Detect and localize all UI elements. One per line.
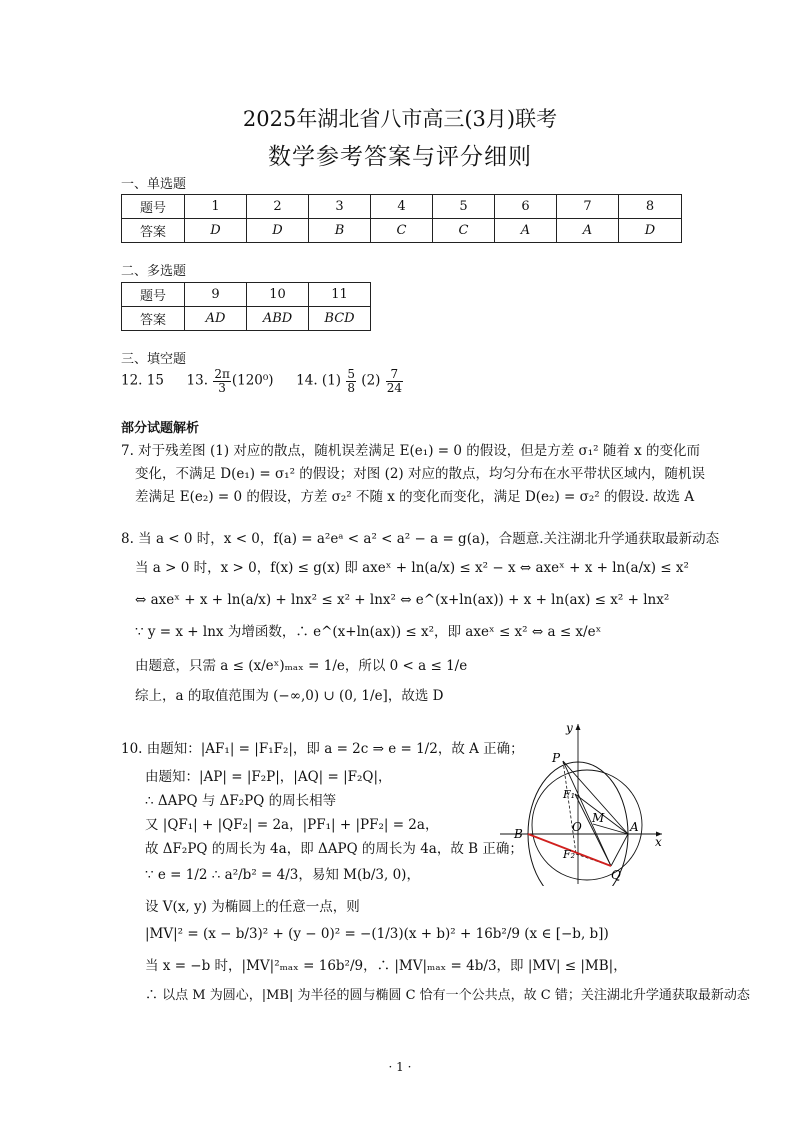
answer-cell: D bbox=[247, 219, 309, 243]
y-axis-arrow bbox=[576, 724, 581, 730]
q8-line-6: 综上，a 的取值范围为 (−∞,0) ∪ (0, 1/e]，故选 D bbox=[135, 688, 444, 704]
q10-line-10: ∴ 以点 M 为圆心，|MB| 为半径的圆与椭圆 C 恰有一个公共点，故 C 错；关注湖北升学通获取最新动态 bbox=[145, 988, 750, 1003]
q7-line-3: 差满足 E(e₂) = 0 的假设，方差 σ₂² 不随 x 的变化而变化，满足 D(e₂) = σ₂² 的假设. 故选 A bbox=[135, 489, 695, 505]
page-subtitle: 数学参考答案与评分细则 bbox=[268, 144, 532, 170]
question-number: 1 bbox=[185, 195, 247, 219]
question-number: 9 bbox=[185, 283, 247, 307]
q7-line-2: 变化，不满足 D(e₁) = σ₁² 的假设；对图 (2) 对应的散点，均匀分布在水平带状区域内，随机误 bbox=[135, 466, 705, 482]
circle-m bbox=[532, 770, 642, 880]
q10-line-5: 故 ΔF₂PQ 的周长为 4a，即 ΔAPQ 的周长为 4a，故 B 正确； bbox=[145, 841, 523, 857]
answer-14-label: 14. (1) bbox=[296, 372, 342, 389]
table-row bbox=[122, 307, 371, 331]
table-row bbox=[122, 283, 371, 307]
q10-line-9: 当 x = −b 时，|MV|²ₘₐₓ = 16b²/9，∴ |MV|ₘₐₓ = 4b/3，即 |MV| ≤ |MB|， bbox=[145, 958, 627, 974]
multi-choice-table bbox=[121, 282, 371, 331]
question-number: 6 bbox=[495, 195, 557, 219]
table-row bbox=[122, 195, 682, 219]
numerator: 2π bbox=[214, 367, 230, 381]
question-number: 3 bbox=[309, 195, 371, 219]
label-p: P bbox=[552, 751, 561, 765]
analysis-heading: 部分试题解析 bbox=[121, 421, 200, 436]
answer-cell: C bbox=[433, 219, 495, 243]
denominator: 8 bbox=[347, 380, 355, 395]
question-number: 2 bbox=[247, 195, 309, 219]
numerator: 5 bbox=[347, 367, 355, 381]
q10-line-1: 10. 由题知：|AF₁| = |F₁F₂|，即 a = 2c ⇒ e = 1/2，故 A 正确； bbox=[121, 741, 524, 757]
segment-ma bbox=[593, 824, 628, 834]
question-number: 11 bbox=[309, 283, 371, 307]
row-label: 答案 bbox=[122, 307, 185, 331]
question-number: 4 bbox=[371, 195, 433, 219]
answer-cell: ABD bbox=[247, 307, 309, 331]
answer-13-label: 13. bbox=[186, 372, 209, 389]
answer-14-fraction-2 bbox=[386, 368, 403, 394]
answer-cell: B bbox=[309, 219, 371, 243]
answer-cell: A bbox=[557, 219, 619, 243]
answer-cell: D bbox=[619, 219, 682, 243]
answer-cell: A bbox=[495, 219, 557, 243]
answer-12: 12. 15 bbox=[121, 372, 164, 389]
label-o: O bbox=[572, 820, 582, 834]
section-heading-multi: 二、多选题 bbox=[121, 264, 187, 279]
q10-line-2: 由题知：|AP| = |F₂P|，|AQ| = |F₂Q|， bbox=[145, 769, 392, 785]
fill-blank-answers bbox=[121, 368, 404, 394]
answer-13-degrees: (120⁰) bbox=[231, 372, 274, 389]
question-number: 5 bbox=[433, 195, 495, 219]
label-m: M bbox=[592, 811, 605, 825]
answer-cell: BCD bbox=[309, 307, 371, 331]
section-heading-single: 一、单选题 bbox=[121, 177, 187, 192]
q8-line-1: 8. 当 a < 0 时，x < 0，f(a) = a²eᵃ < a² < a² − a = g(a)，合题意.关注湖北升学通获取最新动态 bbox=[121, 531, 720, 547]
label-f2: F₂ bbox=[563, 848, 576, 861]
q8-line-2: 当 a > 0 时，x > 0，f(x) ≤ g(x) 即 axeˣ + ln(a/x) ≤ x² − x ⇔ axeˣ + x + ln(a/x) ≤ x² bbox=[135, 560, 689, 576]
answer-13-fraction bbox=[213, 368, 231, 394]
section-heading-fill: 三、填空题 bbox=[121, 352, 187, 367]
row-label: 题号 bbox=[122, 195, 185, 219]
single-choice-table bbox=[121, 194, 682, 243]
label-f1: F₁ bbox=[563, 788, 576, 801]
q10-line-7: 设 V(x, y) 为椭圆上的任意一点，则 bbox=[145, 899, 360, 915]
segment-qa bbox=[611, 834, 628, 866]
answer-cell: AD bbox=[185, 307, 247, 331]
q10-line-6: ∵ e = 1/2 ∴ a²/b² = 4/3，易知 M(b/3, 0)， bbox=[145, 867, 420, 883]
denominator: 24 bbox=[386, 380, 402, 395]
question-number: 7 bbox=[557, 195, 619, 219]
answer-14-fraction-1 bbox=[346, 368, 356, 394]
q8-line-5: 由题意，只需 a ≤ (x/eˣ)ₘₐₓ = 1/e，所以 0 < a ≤ 1/e bbox=[135, 658, 468, 674]
q7-line-1: 7. 对于残差图 (1) 对应的散点，随机误差满足 E(e₁) = 0 的假设，但是方差 σ₁² 随着 x 的变化而 bbox=[121, 443, 701, 459]
label-x: x bbox=[655, 835, 662, 849]
q8-line-4: ∵ y = x + lnx 为增函数，∴ e^(x+ln(ax)) ≤ x²，即 axeˣ ≤ x² ⇔ a ≤ x/eˣ bbox=[135, 624, 602, 640]
q10-line-8: |MV|² = (x − b/3)² + (y − 0)² = −(1/3)(x + b)² + 16b²/9 (x ∈ [−b, b]) bbox=[145, 926, 609, 942]
page-title: 2025年湖北省八市高三(3月)联考 bbox=[242, 107, 558, 131]
label-a: A bbox=[630, 820, 639, 834]
row-label: 题号 bbox=[122, 283, 185, 307]
table-row bbox=[122, 219, 682, 243]
label-q: Q bbox=[611, 868, 621, 882]
q8-line-3: ⇔ axeˣ + x + ln(a/x) + lnx² ≤ x² + lnx² ⇔ e^(x+ln(ax)) + x + ln(ax) ≤ x² + lnx² bbox=[135, 592, 670, 608]
answer-14-part2-label: (2) bbox=[361, 372, 381, 389]
page-number: · 1 · bbox=[388, 1060, 412, 1074]
label-y: y bbox=[566, 721, 573, 735]
q10-line-4: 又 |QF₁| + |QF₂| = 2a，|PF₁| + |PF₂| = 2a， bbox=[145, 817, 439, 833]
row-label: 答案 bbox=[122, 219, 185, 243]
numerator: 7 bbox=[386, 368, 403, 382]
answer-cell: D bbox=[185, 219, 247, 243]
answer-cell: C bbox=[371, 219, 433, 243]
denominator: 3 bbox=[218, 380, 226, 395]
label-b: B bbox=[514, 827, 523, 841]
question-number: 10 bbox=[247, 283, 309, 307]
question-number: 8 bbox=[619, 195, 682, 219]
ellipse-figure bbox=[490, 716, 670, 886]
q10-line-3: ∴ ΔAPQ 与 ΔF₂PQ 的周长相等 bbox=[145, 793, 337, 809]
